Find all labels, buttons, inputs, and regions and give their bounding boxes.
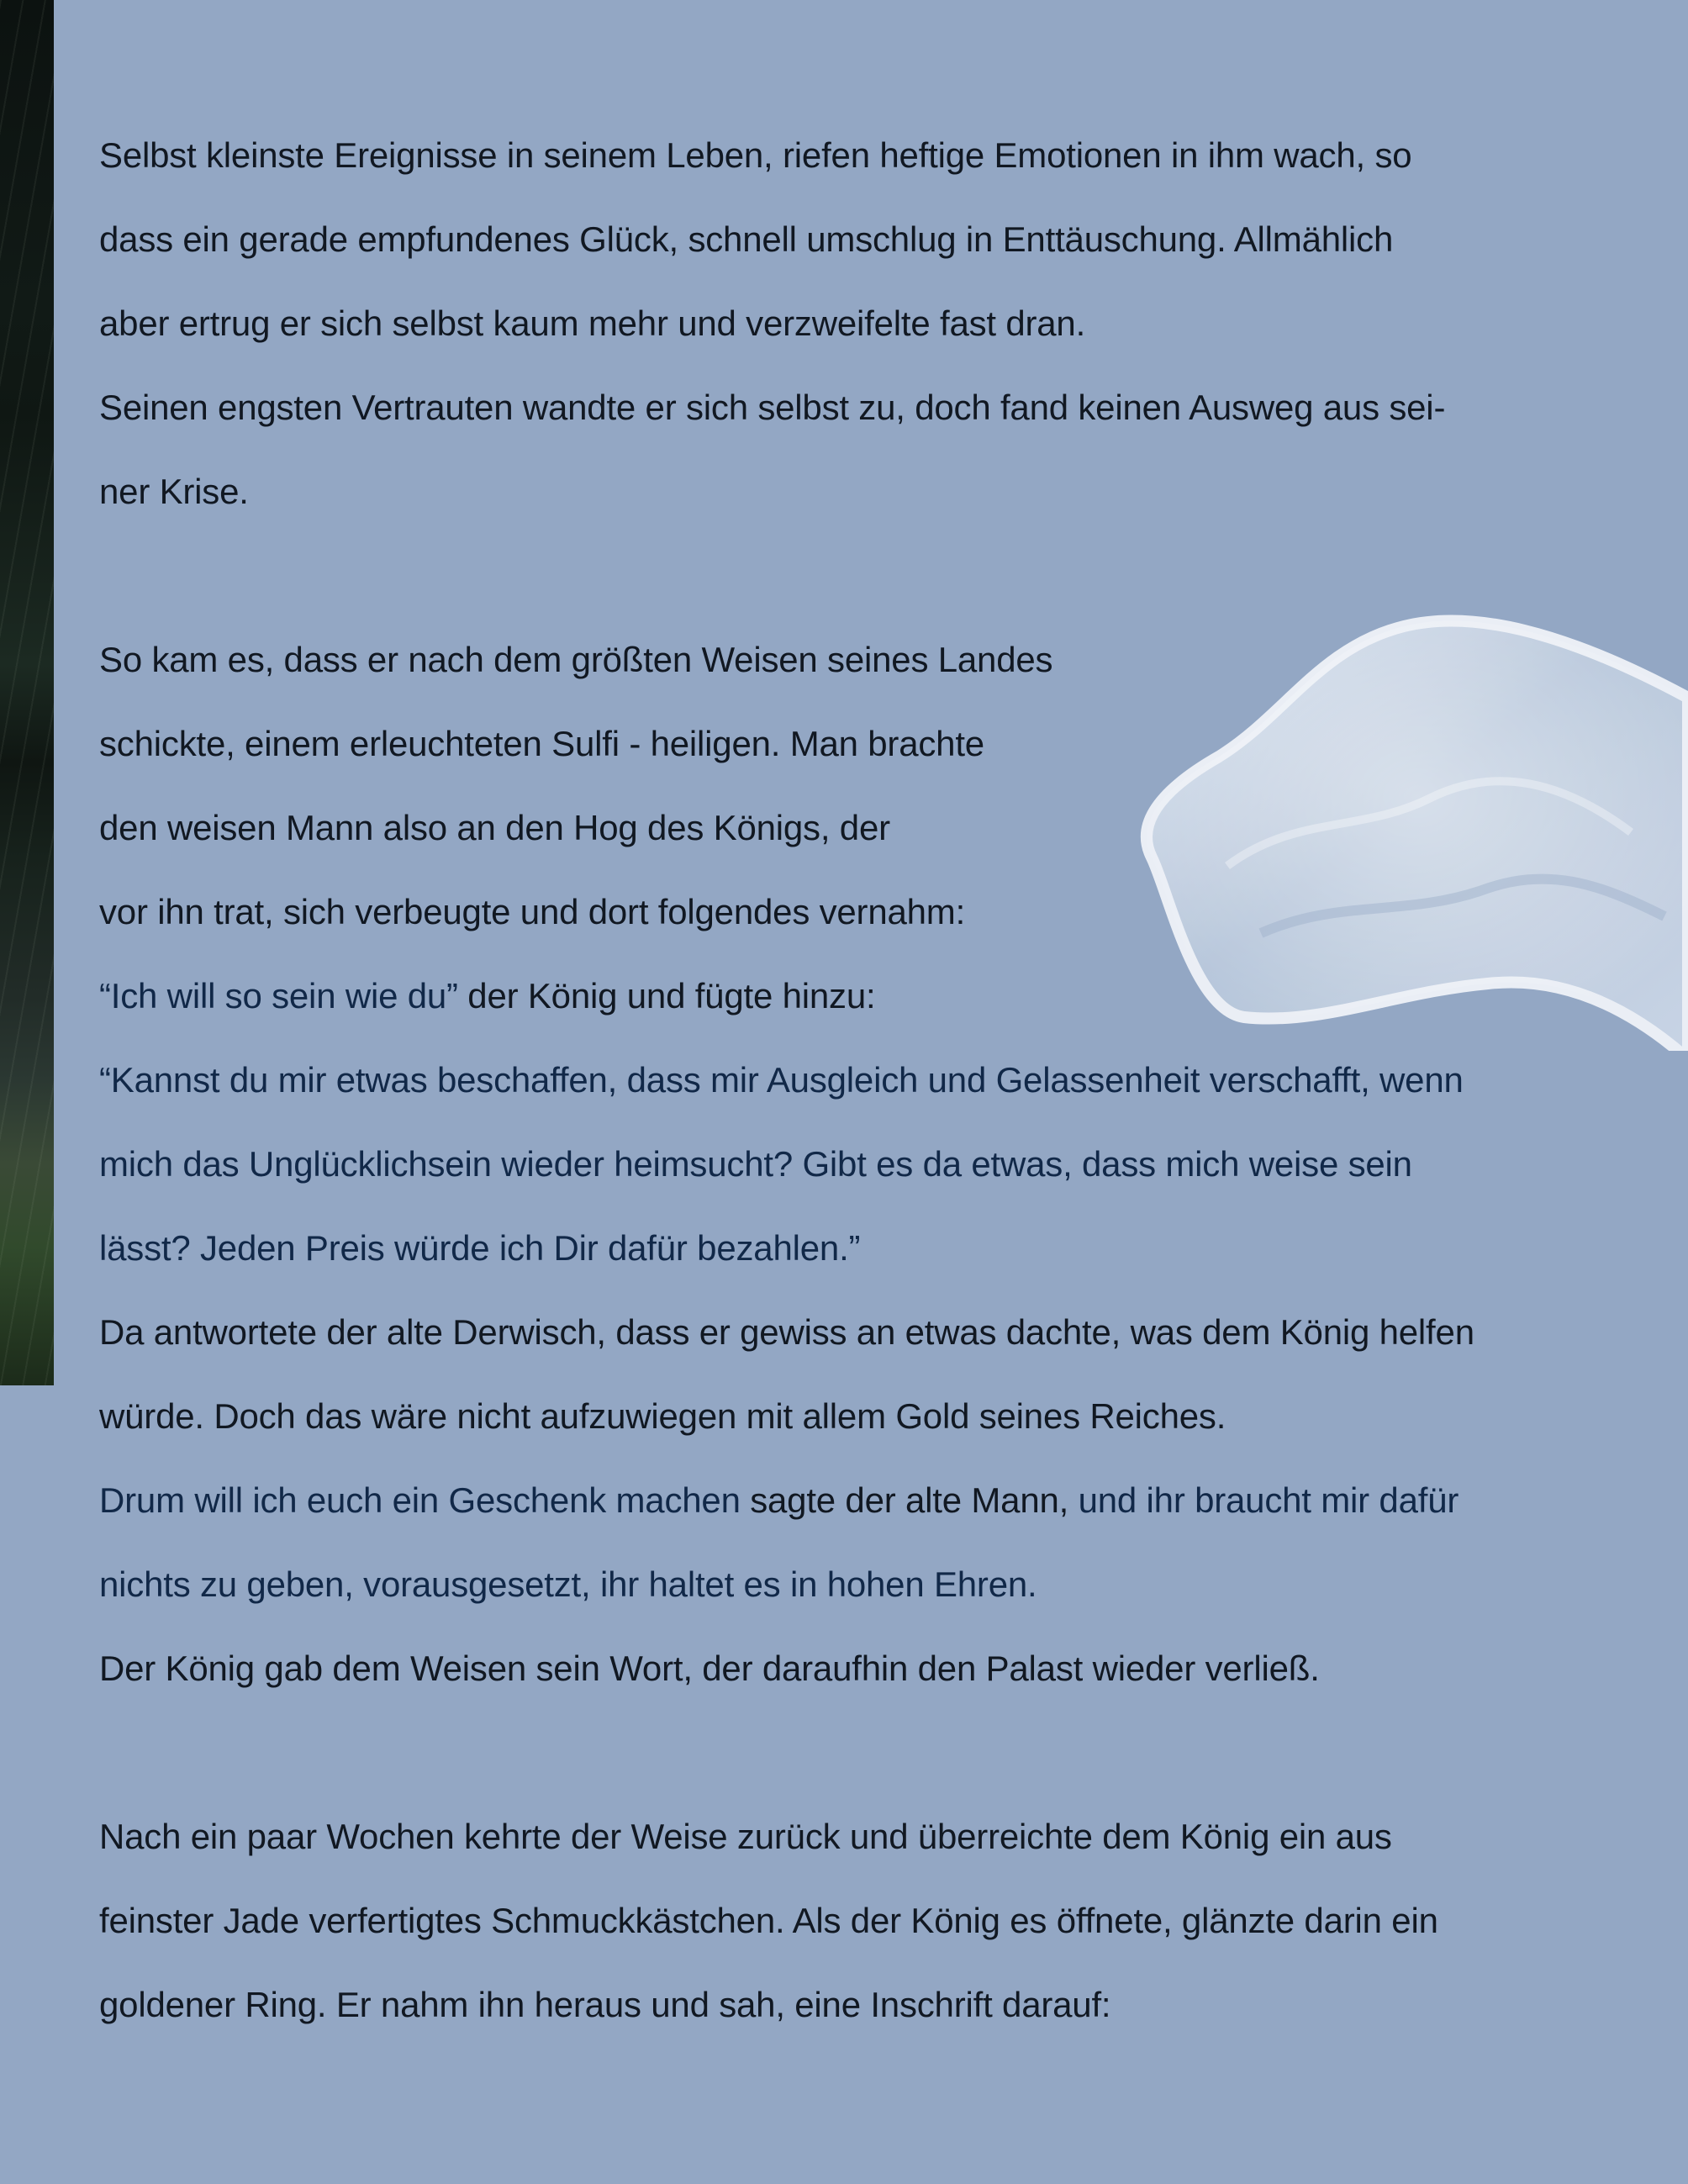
text-line: Seinen engsten Vertrauten wandte er sich selbst zu, doch fand keinen Ausweg aus sei- bbox=[99, 388, 1446, 427]
quote-line: “Kannst du mir etwas beschaffen, dass mir Ausgleich und Gelassenheit verschafft, wenn bbox=[99, 1060, 1464, 1100]
text-fragment: sagte der alte Mann, bbox=[740, 1480, 1079, 1520]
quote-line: mich das Unglücklichsein wieder heimsucht? Gibt es da etwas, dass mich weise sein bbox=[99, 1144, 1412, 1184]
text-line: feinster Jade verfertigtes Schmuckkästchen. Als der König es öffnete, glänzte darin ein bbox=[99, 1901, 1438, 1940]
quote-line: nichts zu geben, vorausgesetzt, ihr haltet es in hohen Ehren. bbox=[99, 1564, 1037, 1604]
text-line: Da antwortete der alte Derwisch, dass er gewiss an etwas dachte, was dem König helfen bbox=[99, 1312, 1474, 1352]
quote-line: lässt? Jeden Preis würde ich Dir dafür bezahlen.” bbox=[99, 1228, 861, 1268]
quote-text: Drum will ich euch ein Geschenk machen bbox=[99, 1480, 741, 1520]
quote-text: und ihr braucht mir dafür bbox=[1078, 1480, 1459, 1520]
paragraph-gap bbox=[99, 534, 1596, 618]
quote-line bbox=[99, 954, 1596, 1038]
photo-strip bbox=[0, 0, 54, 1385]
text-line: den weisen Mann also an den Hog des Königs, der bbox=[99, 808, 890, 847]
text-line: schickte, einem erleuchteten Sulfi - heiligen. Man brachte bbox=[99, 724, 984, 763]
paragraph-gap bbox=[99, 1711, 1596, 1795]
text-fragment: der König und fügte hinzu: bbox=[457, 976, 876, 1016]
text-line: ner Krise. bbox=[99, 472, 249, 511]
quote-line bbox=[99, 1459, 1596, 1543]
text-line: Der König gab dem Weisen sein Wort, der daraufhin den Palast wieder verließ. bbox=[99, 1649, 1320, 1688]
text-line: So kam es, dass er nach dem größten Weisen seines Landes bbox=[99, 640, 1053, 679]
quote-text: “Ich will so sein wie du” bbox=[99, 976, 458, 1016]
text-line: dass ein gerade empfundenes Glück, schnell umschlug in Enttäuschung. Allmählich bbox=[99, 219, 1394, 259]
text-line: Selbst kleinste Ereignisse in seinem Leben, riefen heftige Emotionen in ihm wach, so bbox=[99, 135, 1412, 175]
story-text bbox=[99, 113, 1596, 2047]
text-line: vor ihn trat, sich verbeugte und dort folgendes vernahm: bbox=[99, 892, 966, 931]
text-line: goldener Ring. Er nahm ihn heraus und sah, eine Inschrift darauf: bbox=[99, 1985, 1111, 2024]
text-line: Nach ein paar Wochen kehrte der Weise zurück und überreichte dem König ein aus bbox=[99, 1817, 1392, 1856]
text-line: aber ertrug er sich selbst kaum mehr und verzweifelte fast dran. bbox=[99, 303, 1086, 343]
text-line: würde. Doch das wäre nicht aufzuwiegen mit allem Gold seines Reiches. bbox=[99, 1396, 1226, 1436]
